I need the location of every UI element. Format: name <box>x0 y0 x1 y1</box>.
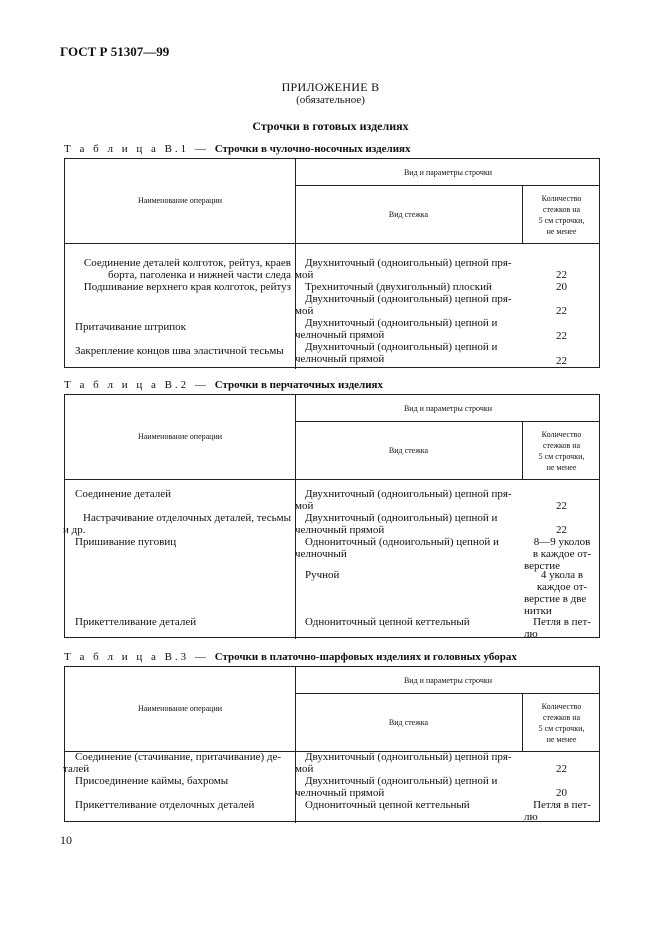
table-title: Строчки в платочно-шарфовых изделиях и головных уборах <box>214 651 517 663</box>
table-cell: 22 <box>556 763 567 775</box>
col-header-params: Вид и параметры строчки <box>403 676 493 685</box>
document-header: ГОСТ Р 51307—99 <box>60 44 170 59</box>
table-cell: Двухниточный (одноигольный) цепной пря- мой Трехниточный (двухигольный) плоский Двухниточный (одноигольный) цепной пря- мой Двухниточный (одноигольный) цепной и челночный прямой Двухниточный (одноигольный) цепной и челночный прямой <box>295 257 512 365</box>
table-cell: Двухниточный (одноигольный) цепной пря- мой Двухниточный (одноигольный) цепной и челночный прямой Однониточный (одноигольный) цепной и челночный <box>295 488 512 560</box>
table-label: Т а б л и ц а В.3 — <box>64 651 215 663</box>
table-cell: Двухниточный (одноигольный) цепной пря- мой Двухниточный (одноигольный) цепной и челночный прямой Однониточный цепной кеттельный <box>295 751 512 811</box>
table-cell: талей <box>63 763 90 775</box>
table-cell: Ручной <box>305 569 340 581</box>
table-cell: 20 <box>556 281 567 293</box>
col-header-count: Количество стежков на 5 см строчки, не менее <box>538 430 585 472</box>
table-cell: Настрачивание отделочных деталей, тесьмы <box>83 512 291 524</box>
appendix-title: ПРИЛОЖЕНИЕ В <box>281 80 380 94</box>
table-cell: Однониточный цепной кеттельный <box>305 616 470 628</box>
col-header-count: Количество стежков на 5 см строчки, не менее <box>538 702 585 744</box>
table-b2 <box>64 394 600 638</box>
table-b1 <box>64 158 600 368</box>
table-row: Соединение деталей колготок, рейтуз, краев борта, паголенка и нижней части следа Подшивание верхнего края колготок, рейтуз <box>83 257 291 293</box>
table-caption-b2 <box>64 379 383 391</box>
col-header-operation: Наименование операции <box>137 432 223 441</box>
table-caption-b3 <box>64 651 517 663</box>
col-header-operation: Наименование операции <box>137 196 223 205</box>
table-cell: Притачивание штрипок <box>75 321 186 333</box>
table-cell: Прикеттеливание деталей <box>75 616 197 628</box>
table-cell: Пришивание пуговиц <box>75 536 177 548</box>
table-cell: Петля в пет- лю <box>524 799 591 823</box>
col-header-params: Вид и параметры строчки <box>403 404 493 413</box>
table-cell: Закрепление концов шва эластичной тесьмы <box>75 345 284 357</box>
col-header-count: Количество стежков на 5 см строчки, не менее <box>538 194 585 236</box>
table-cell: Прикеттеливание отделочных деталей <box>75 799 255 811</box>
table-cell: и др. <box>63 524 86 536</box>
section-title: Строчки в готовых изделиях <box>252 119 409 133</box>
table-cell: 22 <box>556 305 567 317</box>
table-cell: Соединение (стачивание, притачивание) де- <box>75 751 282 763</box>
table-cell: 22 <box>556 355 567 367</box>
col-header-params: Вид и параметры строчки <box>403 168 493 177</box>
table-cell: 22 <box>556 269 567 281</box>
table-label: Т а б л и ц а В.2 — <box>64 379 215 391</box>
col-header-stitch: Вид стежка <box>388 718 429 727</box>
table-cell: Присоединение каймы, бахромы <box>75 775 229 787</box>
col-header-operation: Наименование операции <box>137 704 223 713</box>
table-caption-b1 <box>64 143 410 155</box>
table-cell: 22 <box>556 330 567 342</box>
col-header-stitch: Вид стежка <box>388 210 429 219</box>
table-cell: 4 укола в каждое от- верстие в две нитки <box>524 569 588 617</box>
table-cell: Петля в пет- лю <box>524 616 591 640</box>
table-cell: Соединение деталей <box>75 488 172 500</box>
table-cell: 8—9 уколов в каждое от- верстие <box>524 536 592 572</box>
appendix-status: (обязательное) <box>296 94 365 106</box>
table-label: Т а б л и ц а В.1 — <box>64 143 215 155</box>
table-title: Строчки в перчаточных изделиях <box>214 379 383 391</box>
table-cell: 22 <box>556 524 567 536</box>
col-header-stitch: Вид стежка <box>388 446 429 455</box>
table-title: Строчки в чулочно-носочных изделиях <box>214 143 411 155</box>
table-cell: 22 <box>556 500 567 512</box>
table-cell: 20 <box>556 787 567 799</box>
table-b3 <box>64 666 600 822</box>
page-number: 10 <box>60 833 72 847</box>
